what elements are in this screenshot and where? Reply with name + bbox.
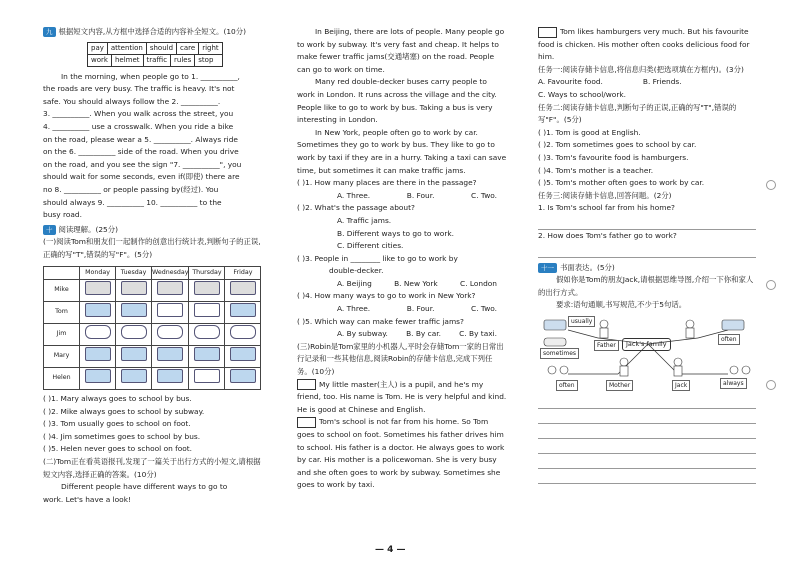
word-box-row: [88, 43, 222, 55]
table-row: [44, 302, 261, 324]
bus-icon: [121, 303, 147, 317]
part-b-intro-1: Different people have different ways to go to: [61, 482, 228, 492]
binding-hole-1: [766, 180, 776, 190]
passage-line: on the 6. __________ side of the road. When you drive: [43, 147, 239, 157]
answer-line-2[interactable]: [538, 243, 756, 258]
storage-card-1: [297, 379, 507, 417]
word-box-row: [88, 55, 222, 66]
q4-options: [297, 303, 507, 316]
tf-item: ( )1. Mary always goes to school by bus.: [43, 394, 192, 404]
tf-item: ( )2. Tom sometimes goes to school by car.: [538, 140, 697, 150]
bus-icon: [230, 369, 256, 383]
task-1-title: 任务一:阅读存储卡信息,将信息归类(把选项填在方框内)。(3分): [538, 64, 744, 74]
section-11-title: 书面表达。(5分): [560, 262, 615, 272]
q2-option-c[interactable]: C. Different cities.: [337, 241, 404, 251]
writing-line-6[interactable]: [538, 469, 756, 484]
bike-icon: [121, 325, 147, 339]
car-icon: [157, 281, 183, 295]
walk-icon: [194, 369, 220, 383]
transport-cell: [116, 346, 152, 368]
q4-option-a[interactable]: A. Three.: [337, 304, 371, 314]
section-9-header: [43, 26, 263, 39]
table-header-cell: [44, 266, 80, 280]
passage-line: should wait for some seconds, even if(即使) there are: [43, 172, 240, 182]
transport-cell: [152, 324, 189, 346]
q3-option-b[interactable]: B. New York: [394, 278, 438, 288]
table-row-name: Tom: [44, 302, 80, 324]
passage-line: the roads are very busy. The traffic is heavy. It's not: [43, 84, 235, 94]
page-number: — 4 —: [375, 545, 406, 555]
mind-map-center: Jack's family: [622, 338, 671, 351]
bike-icon: [194, 325, 220, 339]
answer-line-1[interactable]: [538, 215, 756, 230]
storage-card-2: [297, 416, 507, 492]
transport-cell: [80, 346, 116, 368]
writing-line-4[interactable]: [538, 439, 756, 454]
task-2-title: 任务二:阅读存储卡信息,判断句子的正误,正确的写"T",错误的写"F"。(5分): [538, 102, 737, 125]
section-9-badge: 九: [43, 27, 56, 37]
answer-box-2[interactable]: [297, 417, 316, 428]
transport-cell: [80, 280, 116, 302]
word-box-item: rules: [171, 55, 195, 66]
mm-label-jack: Jack: [672, 380, 690, 391]
transport-cell: [116, 324, 152, 346]
table-row: [44, 324, 261, 346]
page-number-value: 4: [387, 545, 394, 555]
transport-cell: [116, 280, 152, 302]
bus-icon: [230, 347, 256, 361]
bus-icon: [121, 347, 147, 361]
tf-list-task2: [538, 127, 756, 190]
mm-label-sometimes: sometimes: [540, 348, 579, 359]
q1-option-b[interactable]: B. Four.: [406, 190, 435, 200]
mm-label-often: often: [718, 334, 740, 345]
q3-options: [297, 278, 507, 291]
q4-option-b[interactable]: B. Four.: [406, 304, 435, 314]
bus-icon: [85, 369, 111, 383]
q5-option-c[interactable]: C. By taxi.: [459, 329, 497, 339]
part-a-title: (一)阅读Tom和朋友们一起制作的创意出行统计表,判断句子的正误,正确的写"T",错误的写"F"。(5分): [43, 237, 261, 259]
table-row-name: Jim: [44, 324, 80, 346]
task-3-title: 任务三:阅读存储卡信息,回答问题。(2分): [538, 190, 672, 200]
bike-icon: [230, 325, 256, 339]
table-row: [44, 346, 261, 368]
transport-cell: [225, 368, 261, 390]
transport-cell: [189, 368, 225, 390]
task1-option-c: C. Ways to school/work.: [538, 89, 626, 99]
table-header-cell: Thursday: [189, 266, 225, 280]
table-header-cell: Tuesday: [116, 266, 152, 280]
q1-options: [297, 190, 507, 203]
section-10-header: [43, 224, 263, 237]
car-icon: [121, 281, 147, 295]
transport-cell: [189, 302, 225, 324]
tf-list-a: [43, 393, 263, 456]
tf-item: ( )5. Helen never goes to school on foot.: [43, 444, 193, 454]
bus-icon: [194, 347, 220, 361]
cloze-passage: [43, 71, 263, 222]
passage-line: on the road, please wear a 5. __________. Always ride: [43, 134, 238, 144]
bus-icon: [157, 369, 183, 383]
mm-label-always: always: [720, 378, 747, 389]
walk-icon: [194, 303, 220, 317]
mind-map: [538, 316, 756, 394]
tf-item: ( )3. Tom's favourite food is hamburgers.: [538, 152, 689, 162]
transport-cell: [152, 346, 189, 368]
table-header-row: [44, 266, 261, 280]
writing-prompt: 假如你是Tom的朋友Jack,请根据思维导图,介绍一下你和家人的出行方式。: [538, 275, 754, 297]
transport-cell: [189, 346, 225, 368]
table-header-cell: Friday: [225, 266, 261, 280]
writing-line-5[interactable]: [538, 454, 756, 469]
transport-cell: [225, 346, 261, 368]
walk-icon: [157, 303, 183, 317]
transport-cell: [152, 302, 189, 324]
transport-cell: [116, 368, 152, 390]
card-3-text: Tom likes hamburgers very much. But his favourite food is chicken. His mother often cooks delicious food for him.: [538, 27, 750, 62]
section-11-badge: 十一: [538, 263, 557, 273]
question-2: ( )2. What's the passage about?: [297, 203, 415, 213]
q1-option-c[interactable]: C. Two.: [471, 190, 497, 200]
table-row: [44, 368, 261, 390]
word-box-item: should: [147, 43, 177, 55]
word-box-item: right: [199, 43, 221, 55]
binding-hole-2: [766, 280, 776, 290]
para-newyork: In New York, people often go to work by car. Sometimes they go to work by bus. They like to go to work by taxi if they are in a hurry. Taking a taxi can save time, but sometimes it can make traffic jams.: [297, 127, 507, 175]
column-1: [43, 26, 263, 506]
q4-option-c[interactable]: C. Two.: [471, 304, 497, 314]
section-9-title: 根据短文内容,从方框中选择合适的内容补全短文。(10分): [58, 27, 247, 36]
mm-label-often-2: often: [556, 380, 578, 391]
part-b-intro-2: work. Let's have a look!: [43, 494, 131, 504]
bus-icon: [85, 347, 111, 361]
section-10-badge: 十: [43, 225, 56, 235]
tf-item: ( )3. Tom usually goes to school on foot.: [43, 419, 191, 429]
q5-option-a[interactable]: A. By subway.: [337, 329, 388, 339]
table-row-name: Mike: [44, 280, 80, 302]
tf-item: ( )4. Tom's mother is a teacher.: [538, 165, 654, 175]
transport-cell: [116, 302, 152, 324]
question-3-cont: double-decker.: [329, 266, 384, 276]
table-row-name: Helen: [44, 368, 80, 390]
column-3: [538, 26, 756, 484]
bus-icon: [230, 303, 256, 317]
task-3-q2: 2. How does Tom's father go to work?: [538, 230, 677, 240]
table-header-cell: Monday: [80, 266, 116, 280]
para-london: Many red double-decker buses carry people to work in London. It runs across the village and the city. People like to go to work by bus. Taking a bus is very interesting in London.: [297, 77, 497, 125]
bus-icon: [121, 369, 147, 383]
car-icon: [85, 281, 111, 295]
car-icon: [230, 281, 256, 295]
section-11-header: [538, 262, 756, 275]
transport-cell: [189, 324, 225, 346]
column-2: [297, 26, 507, 492]
word-box-item: traffic: [144, 55, 172, 66]
q5-option-b[interactable]: B. By car.: [406, 329, 441, 339]
passage-line: busy road.: [43, 210, 82, 220]
word-box-item: care: [177, 43, 199, 55]
bus-icon: [157, 347, 183, 361]
part-c-title: (三)Robin是Tom家里的小机器人,平时会存储Tom一家的日常出行记录和一些其他信息,阅读Robin的存储卡信息,完成下列任务。(10分): [297, 341, 504, 377]
q1-option-a[interactable]: A. Three.: [337, 190, 371, 200]
transport-cell: [80, 368, 116, 390]
tf-item: ( )2. Mike always goes to school by subway.: [43, 406, 205, 416]
writing-line-1[interactable]: [538, 394, 756, 409]
mm-label-mother: Mother: [606, 380, 633, 391]
card-2-text: Tom's school is not far from his home. So Tom goes to school on foot. Sometimes his father drives him to school. His father is a doctor. He always goes to work by car. His mother is a policewoman. She is very busy and she often goes to work by subway. Sometimes she goes to work by taxi.: [297, 417, 505, 490]
q3-option-c[interactable]: C. London: [460, 278, 497, 288]
table-row-name: Mary: [44, 346, 80, 368]
tf-item: ( )5. Tom's mother often goes to work by car.: [538, 178, 705, 188]
bike-icon: [85, 325, 111, 339]
passage-line: 3. __________. When you walk across the street, you: [43, 109, 234, 119]
writing-line-3[interactable]: [538, 424, 756, 439]
transport-cell: [80, 324, 116, 346]
answer-box-1[interactable]: [297, 379, 316, 390]
transport-cell: [152, 368, 189, 390]
transport-cell: [225, 280, 261, 302]
transport-cell: [152, 280, 189, 302]
transport-cell: [225, 302, 261, 324]
section-10-title: 阅读理解。(25分): [58, 224, 119, 234]
mm-label-usually: usually: [568, 316, 595, 327]
word-box: [87, 42, 223, 67]
passage-line: should always 9. __________ 10. __________ to the: [43, 197, 222, 207]
transport-cell: [80, 302, 116, 324]
bus-icon: [85, 303, 111, 317]
card-1-text: My little master(主人) is a pupil, and he's my friend, too. His name is Tom. He is very helpful and kind. He is good at Chinese and English.: [297, 379, 507, 414]
writing-requirements: 要求:语句通顺,书写规范,不少于5句话。: [556, 300, 687, 310]
word-box-item: work: [88, 55, 112, 66]
transport-table: [43, 266, 261, 391]
car-icon: [194, 281, 220, 295]
word-box-item: pay: [88, 43, 108, 55]
q3-option-a[interactable]: A. Beijing: [337, 278, 372, 288]
transport-cell: [189, 280, 225, 302]
task-3-q1: 1. Is Tom's school far from his home?: [538, 203, 675, 213]
task-1-options: [538, 76, 756, 89]
question-3: ( )3. People in ________ like to go to work by: [297, 253, 458, 263]
passage-line: 4. __________ use a crosswalk. When you ride a bike: [43, 121, 234, 131]
question-4: ( )4. How many ways to go to work in New York?: [297, 291, 476, 301]
question-5: ( )5. Which way can make fewer traffic jams?: [297, 316, 464, 326]
q5-options: [297, 328, 507, 341]
task1-option-a: A. Favourite food.: [538, 77, 603, 87]
table-header-cell: Wednesday: [152, 266, 189, 280]
word-box-item: stop: [198, 55, 214, 64]
mm-label-father: Father: [594, 340, 619, 351]
part-b-title: (二)Tom正在看英语报刊,发现了一篇关于出行方式的小短文,请根据短文内容,选择正确的答案。(10分): [43, 457, 261, 479]
binding-hole-3: [766, 380, 776, 390]
transport-cell: [225, 324, 261, 346]
bike-icon: [157, 325, 183, 339]
passage-line: no 8. __________ or people passing by(经过). You: [43, 184, 219, 194]
tf-item: ( )4. Jim sometimes goes to school by bus.: [43, 431, 201, 441]
q2-option-b[interactable]: B. Different ways to go to work.: [337, 228, 454, 238]
word-box-item: helmet: [112, 55, 144, 66]
table-row: [44, 280, 261, 302]
q2-option-a[interactable]: A. Traffic jams.: [337, 215, 392, 225]
question-1: ( )1. How many places are there in the passage?: [297, 178, 477, 188]
storage-card-3: [538, 26, 756, 64]
writing-line-2[interactable]: [538, 409, 756, 424]
passage-line: In the morning, when people go to 1. __________,: [61, 71, 240, 81]
answer-box-3[interactable]: [538, 27, 557, 38]
passage-line: safe. You should always follow the 2. __________.: [43, 96, 221, 106]
passage-line: on the road, and you see the sign "7. __________", you: [43, 159, 242, 169]
para-beijing: In Beijing, there are lots of people. Many people go to work by subway. It's very fast and cheap. It helps to make fewer traffic jams(交通堵塞) on the road. People can go to work on time.: [297, 27, 505, 74]
tf-item: ( )1. Tom is good at English.: [538, 127, 641, 137]
word-box-item: attention: [108, 43, 147, 55]
task1-option-b: B. Friends.: [642, 77, 682, 87]
